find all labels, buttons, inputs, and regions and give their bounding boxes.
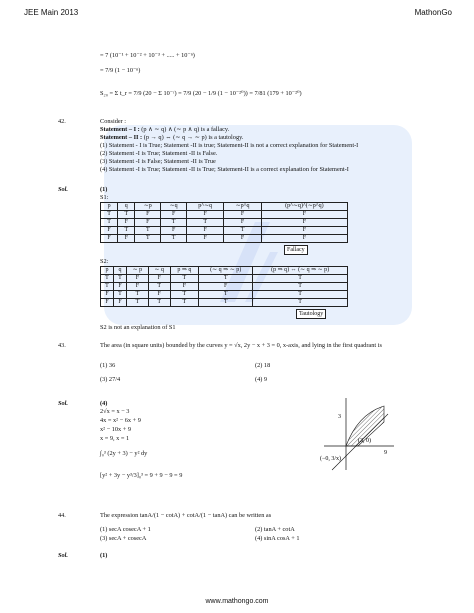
t1-header: ∼p (135, 203, 161, 211)
t2-cell: F (148, 291, 170, 299)
t1-cell: F (118, 235, 135, 243)
t1-cell: F (224, 235, 261, 243)
truth-table-s2 (100, 266, 348, 307)
q42-stmt1-label: Statement – I : (100, 126, 140, 133)
graph-label-point: (3, 0) (358, 438, 371, 444)
t2-cell: T (170, 299, 199, 307)
sol43-step-1: 2√x = x − 3 (100, 408, 130, 415)
t1-header: p (101, 203, 118, 211)
t1-cell: T (101, 211, 118, 219)
tautology-tag: Tautology (296, 309, 326, 319)
q42-statement-1 (100, 126, 229, 133)
table-row (101, 275, 348, 283)
t2-cell: T (170, 275, 199, 283)
table-row (101, 283, 348, 291)
sol44-answer: (1) (100, 552, 108, 559)
q42-option-4: (4) Statement -I is True; Statement -II is True; Statement-II is a correct explanation for Statement-I (100, 166, 349, 173)
t2-cell: T (114, 275, 127, 283)
t2-header: p (101, 267, 114, 275)
t1-header: p^∼q (187, 203, 224, 211)
area-graph (318, 394, 398, 474)
t2-cell: T (199, 275, 253, 283)
truth-table-s1 (100, 202, 348, 243)
t1-cell: T (187, 219, 224, 227)
t1-cell: T (135, 227, 161, 235)
t1-cell: F (261, 219, 347, 227)
series-line-1: = 7 (10⁻¹ + 10⁻² + 10⁻³ + ..... + 10⁻ⁿ) (100, 52, 195, 59)
sol43-step-2: 4x = x² − 6x + 9 (100, 417, 141, 424)
table-row (101, 291, 348, 299)
t2-cell: T (114, 291, 127, 299)
t1-cell: T (118, 211, 135, 219)
q42-stmt1-text: (p ∧ ∼ q) ∧ (∼ p ∧ q) is a fallacy. (141, 126, 230, 133)
t1-cell: F (161, 211, 187, 219)
t1-cell: F (187, 211, 224, 219)
q44-option-3: (3) secA + cosecA (100, 535, 147, 542)
t1-header: q (118, 203, 135, 211)
q44-option-4: (4) sinA cosA + 1 (255, 535, 300, 542)
t1-cell: F (261, 211, 347, 219)
q42-intro: Consider : (100, 118, 127, 125)
sol42-s2-label: S2: (100, 258, 109, 265)
sol42-conclusion: S2 is not an explanation of S1 (100, 324, 176, 331)
t2-cell: T (199, 291, 253, 299)
t2-header: (∼ q ⇒ ∼ p) (199, 267, 253, 275)
t2-cell: F (114, 283, 127, 291)
t2-cell: T (127, 299, 149, 307)
t1-cell: T (224, 227, 261, 235)
q44-option-2: (2) tanA + cotA (255, 526, 295, 533)
t2-cell: T (199, 299, 253, 307)
sol44-label: Sol. (58, 552, 68, 559)
t1-cell: F (187, 235, 224, 243)
table-row (101, 219, 348, 227)
t1-cell: F (261, 235, 347, 243)
table-row (101, 299, 348, 307)
t2-cell: T (148, 283, 170, 291)
fallacy-tag: Fallacy (284, 245, 308, 255)
q43-option-3: (3) 27/4 (100, 376, 121, 383)
graph-label-left-point: (−0, 3/x) (320, 456, 342, 462)
series-line-2: = 7/9 (1 − 10⁻ⁿ) (100, 67, 141, 74)
t2-header: (p ⇒ q) ⇔ (∼ q ⇒ ∼ p) (253, 267, 348, 275)
t2-cell: F (199, 283, 253, 291)
t2-cell: T (253, 291, 348, 299)
q43-text: The area (in square units) bounded by the curves y = √x, 2y − x + 3 = 0, x-axis, and lying in the first quadrant is (100, 342, 382, 349)
sol42-s1-label: S1: (100, 194, 109, 201)
q44-text: The expression tanA/(1 − cotA) + cotA/(1 − tanA) can be written as (100, 512, 272, 519)
q42-stmt2-text: (p → q) ⇔ (∼ q → ∼ p) is a tautology. (143, 134, 244, 141)
t2-cell: T (101, 283, 114, 291)
t2-cell: T (170, 291, 199, 299)
sol43-step-3: x² − 10x + 9 (100, 426, 132, 433)
t2-cell: T (253, 283, 348, 291)
footer-url: www.mathongo.com (205, 598, 269, 605)
series-line-3: S₂₀ = Σ t_r = 7/9 (20 − Σ 10⁻ʳ) = 7/9 (20 − 1/9 (1 − 10⁻²⁰)) = 7/81 (179 + 10⁻²⁰) (100, 90, 302, 97)
sol42-answer: (1) (100, 186, 108, 193)
t2-cell: F (101, 299, 114, 307)
q42-option-1: (1) Statement - I is True; Statement -II is true; Statement-II is not a correct explanation for Statement-I (100, 142, 359, 149)
t2-cell: T (253, 299, 348, 307)
sol43-answer: (4) (100, 400, 108, 407)
q43-option-1: (1) 36 (100, 362, 116, 369)
q42-number: 42. (58, 118, 66, 125)
t1-cell: T (135, 235, 161, 243)
t1-cell: T (161, 235, 187, 243)
t1-cell: F (101, 227, 118, 235)
table-row (101, 227, 348, 235)
t2-cell: F (170, 283, 199, 291)
t1-cell: F (224, 219, 261, 227)
t1-cell: F (101, 235, 118, 243)
t1-cell: T (101, 219, 118, 227)
t1-cell: F (161, 227, 187, 235)
t1-header: ∼q (161, 203, 187, 211)
t1-cell: F (135, 219, 161, 227)
t2-cell: T (148, 299, 170, 307)
header-exam-title: JEE Main 2013 (24, 8, 79, 17)
t1-cell: F (118, 219, 135, 227)
t1-header: ∼p^q (224, 203, 261, 211)
q44-option-1: (1) secA cosecA + 1 (100, 526, 151, 533)
graph-label-3: 3 (338, 414, 341, 420)
t2-cell: F (127, 283, 149, 291)
t2-header: ∼ p (127, 267, 149, 275)
table-row (101, 235, 348, 243)
header-brand: MathonGo (414, 8, 452, 17)
q42-statement-2 (100, 134, 243, 141)
t1-cell: F (135, 211, 161, 219)
t2-cell: T (253, 275, 348, 283)
sol42-label: Sol. (58, 186, 68, 193)
t1-header: (p^∼q)^(∼p^q) (261, 203, 347, 211)
q44-number: 44. (58, 512, 66, 519)
t1-cell: F (261, 227, 347, 235)
t1-cell: T (161, 219, 187, 227)
graph-label-9: 9 (384, 450, 387, 456)
sol43-step-6: [y² + 3y − y³/3]₀³ = 9 + 9 − 9 = 9 (100, 472, 183, 479)
q43-option-4: (4) 9 (255, 376, 268, 383)
q42-option-3: (3) Statement -I is False; Statement -II is True (100, 158, 216, 165)
t1-cell: T (118, 227, 135, 235)
t1-cell: F (187, 227, 224, 235)
q42-stmt2-label: Statement – II : (100, 134, 143, 141)
t2-header: ∼ q (148, 267, 170, 275)
t2-cell: F (127, 275, 149, 283)
t2-cell: F (148, 275, 170, 283)
t1-cell: F (224, 211, 261, 219)
sol43-step-4: x = 9, x = 1 (100, 435, 130, 442)
t2-cell: F (101, 291, 114, 299)
t2-cell: T (101, 275, 114, 283)
q42-option-2: (2) Statement -I is True; Statement -II is False. (100, 150, 218, 157)
t2-cell: T (127, 291, 149, 299)
t2-cell: F (114, 299, 127, 307)
t2-header: q (114, 267, 127, 275)
q43-number: 43. (58, 342, 66, 349)
q43-option-2: (2) 18 (255, 362, 271, 369)
t2-header: p ⇒ q (170, 267, 199, 275)
sol43-step-5: ∫₀³ (2y + 3) − y² dy (100, 450, 148, 457)
sol43-label: Sol. (58, 400, 68, 407)
table-row (101, 211, 348, 219)
